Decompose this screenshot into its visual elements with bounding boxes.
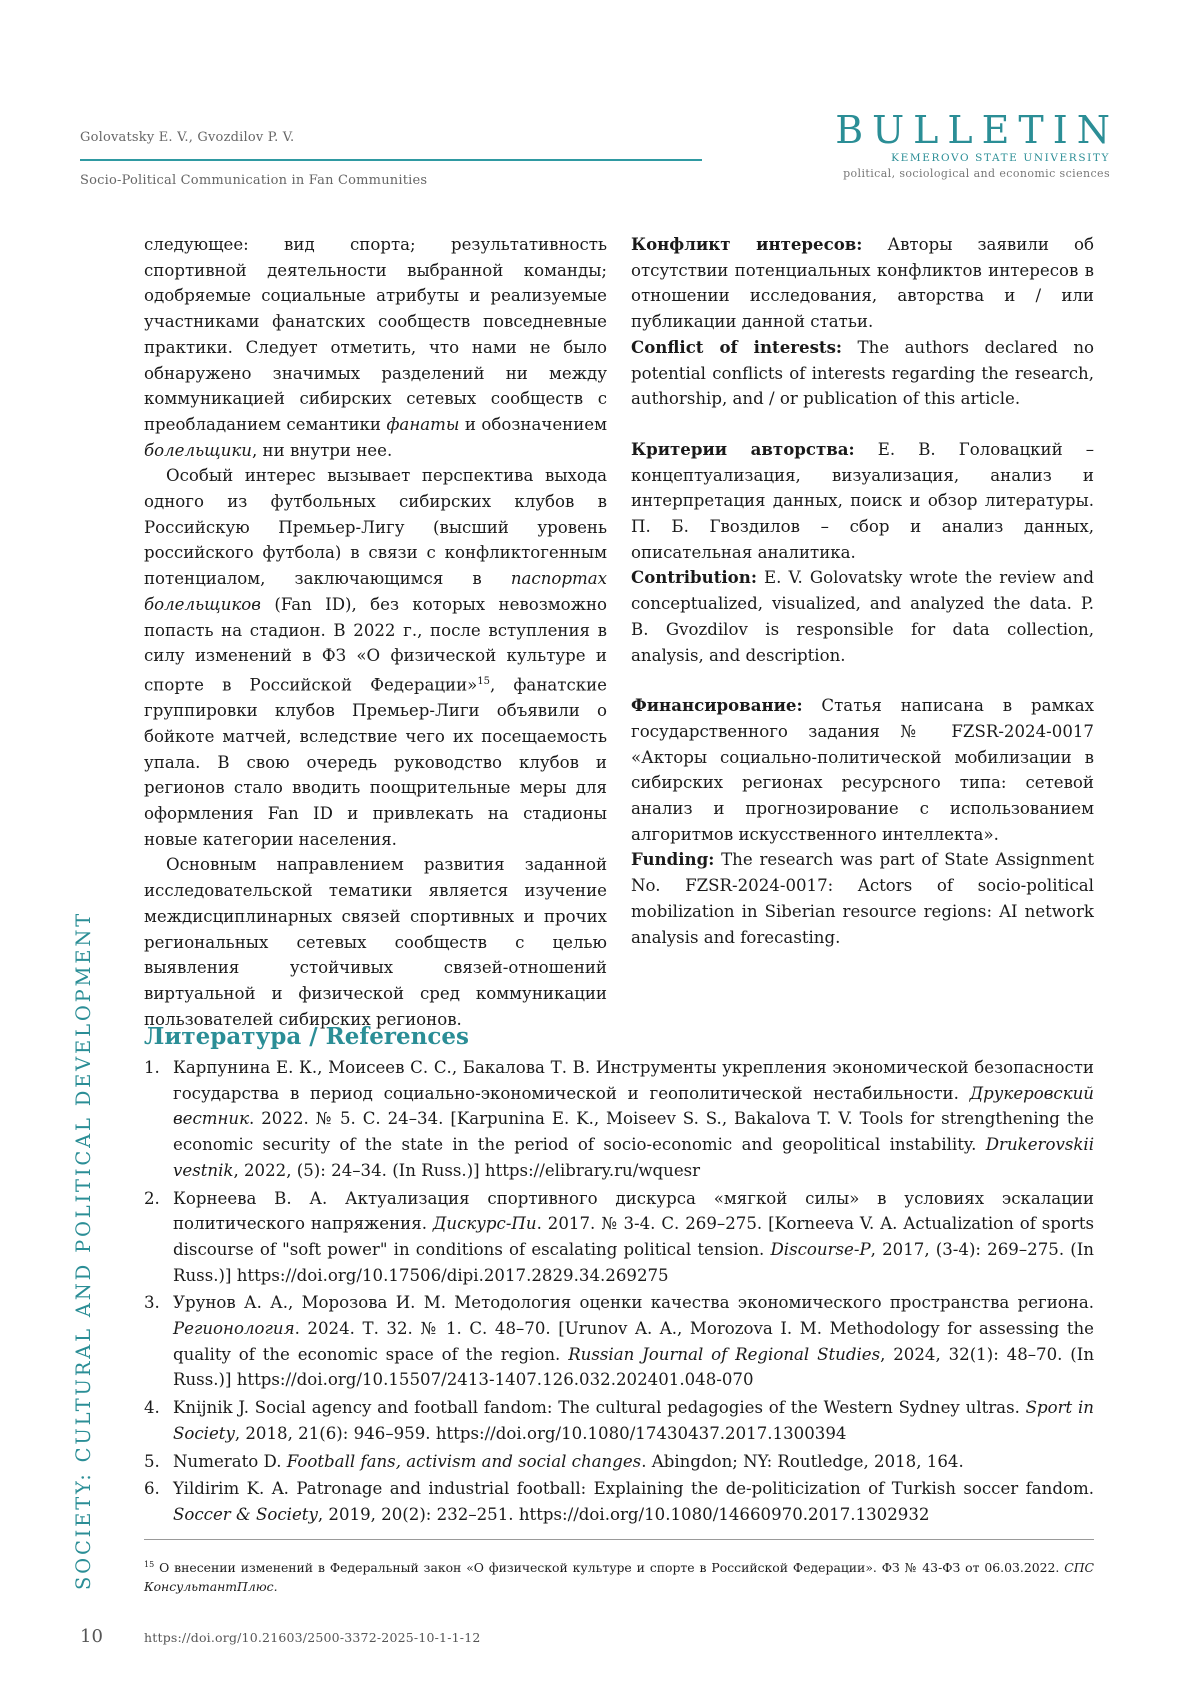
reference-text: , 2022, (5): 24–34. (In Russ.)] https://elibrary.ru/wquesr: [233, 1160, 701, 1180]
text-run: и обозначением: [459, 414, 607, 434]
footnote-source: СПС КонсультантПлюс.: [144, 1560, 1094, 1595]
reference-text: Knijnik J. Social agency and football fandom: The cultural pedagogies of the Western Sydney ultras.: [173, 1398, 1026, 1418]
statement-label: Funding:: [631, 849, 715, 870]
reference-text: . Abingdon; NY: Routledge, 2018, 164.: [641, 1451, 964, 1471]
text-run: Особый интерес вызывает перспектива выхода одного из футбольных сибирских клубов в Российскую Премьер-Лигу (высший уровень российского футбола) в связи с конфликтогенным потенциалом, заключающимся в: [144, 466, 607, 589]
reference-text: Numerato D.: [173, 1451, 287, 1471]
reference-source: Регионология: [173, 1319, 295, 1339]
reference-item: [144, 1186, 1094, 1289]
statement-label: Contribution:: [631, 567, 757, 588]
statement-label: Конфликт интересов:: [631, 234, 863, 254]
reference-source: Друкеровский вестник: [173, 1083, 1094, 1129]
contribution-statement-en: [631, 565, 1094, 668]
reference-text: Карпунина Е. К., Моисеев С. С., Бакалова Т. В. Инструменты укрепления экономической безопасности государства в период социально-экономической и геополитической нестабильности.: [173, 1058, 1094, 1103]
reference-item: [144, 1476, 1094, 1527]
journal-brand-university: KEMEROVO STATE UNIVERSITY: [891, 152, 1110, 164]
statement-text: The authors declared no potential conflicts of interests regarding the research, authorship, and / or publication of this article.: [631, 337, 1094, 409]
references-section: [144, 1023, 1094, 1528]
statement-label: Критерии авторства:: [631, 438, 855, 459]
spacer: [631, 668, 1094, 693]
body-column-left: [144, 232, 607, 1032]
reference-number: 2.: [144, 1188, 160, 1208]
italic-term: паспортах болельщиков: [144, 569, 607, 614]
running-header-authors: Golovatsky E. V., Gvozdilov P. V.: [80, 130, 295, 145]
reference-number: 4.: [144, 1398, 160, 1418]
conflict-statement-en: [631, 335, 1094, 412]
statement-text: The research was part of State Assignment No. FZSR-2024-0017: Actors of socio-political mobilization in Siberian resource regions: AI network analysis and forecasting.: [631, 850, 1094, 947]
contribution-statement-ru: [631, 437, 1094, 566]
references-heading: Литература / References: [144, 1023, 469, 1050]
reference-text: Урунов А. А., Морозова И. М. Методология оценки качества экономического пространства региона.: [173, 1293, 1094, 1313]
body-column-right: [631, 232, 1094, 950]
reference-text: , 2024, 32(1): 48–70. (In Russ.)] https://doi.org/10.15507/2413-1407.126.032.202401.048-070: [173, 1344, 1095, 1390]
italic-term: болельщики: [144, 440, 252, 460]
reference-number: 1.: [144, 1058, 160, 1077]
reference-source-en: Russian Journal of Regional Studies: [568, 1344, 881, 1364]
text-run: , ни внутри нее.: [252, 440, 393, 460]
reference-source: Soccer & Society: [173, 1504, 318, 1524]
reference-item: [144, 1290, 1094, 1393]
reference-text: . 2017. № 3-4. С. 269–275. [Korneeva V. A. Actualization of sports discourse of "soft power" in conditions of escalating political tension.: [173, 1214, 1095, 1259]
references-list: [144, 1055, 1094, 1528]
reference-item: [144, 1449, 1094, 1475]
reference-text: Yildirim K. A. Patronage and industrial football: Explaining the de-politicization of Turkish soccer fandom.: [173, 1479, 1094, 1499]
header-divider: [80, 159, 702, 161]
running-header: [80, 130, 702, 188]
reference-text: . 2024. Т. 32. № 1. С. 48–70. [Urunov A. A., Morozova I. M. Methodology for assessing the quality of the economic space of the region.: [173, 1319, 1094, 1364]
reference-source: Sport in Society: [173, 1398, 1094, 1443]
reference-source: Дискурс-Пи: [432, 1214, 537, 1234]
page-number: 10: [80, 1626, 103, 1647]
reference-source-en: Discourse-P: [770, 1239, 871, 1259]
reference-text: , 2017, (3-4): 269–275. (In Russ.)] https://doi.org/10.17506/dipi.2017.2829.34.269275: [173, 1239, 1094, 1285]
reference-text: . 2022. № 5. С. 24–34. [Karpunina E. K., Moiseev S. S., Bakalova T. V. Tools for strengthening the economic security of the state in the period of socio-economic and geopolitical instability.: [173, 1109, 1094, 1155]
doi-link[interactable]: https://doi.org/10.21603/2500-3372-2025-10-1-1-12: [144, 1630, 481, 1645]
footnote: [144, 1555, 1094, 1596]
reference-number: 3.: [144, 1293, 160, 1313]
funding-statement-ru: [631, 693, 1094, 847]
statement-text: Е. В. Головацкий – концептуализация, визуализация, анализ и интерпретация данных, поиск и обзор литературы. П. Б. Гвоздилов – сбор и анализ данных, описательная аналитика.: [631, 439, 1094, 562]
conflict-statement-ru: [631, 232, 1094, 335]
text-run: (Fan ID), без которых невозможно попасть на стадион. В 2022 г., после вступления в силу изменений в ФЗ «О физической культуре и спорте в Российской Федерации»: [144, 594, 607, 695]
funding-statement-en: [631, 847, 1094, 950]
paragraph: Основным направлением развития заданной исследовательской тематики является изучение междисциплинарных связей спортивных и прочих региональных сетевых сообществ с целью выявления устойчивых связей-отношений виртуальной и физической сред коммуникации пользователей сибирских регионов.: [144, 855, 607, 1029]
journal-brand-title: BULLETIN: [835, 108, 1119, 152]
paragraph: [144, 232, 607, 463]
reference-source-en: Drukerovskii vestnik: [173, 1135, 1094, 1180]
statement-text: Авторы заявили об отсутствии потенциальных конфликтов интересов в отношении исследования, авторства и / или публикации данной статьи.: [631, 235, 1094, 332]
footnote-divider: [144, 1539, 1094, 1540]
paragraph: [144, 463, 607, 852]
running-header-title: Socio-Political Communication in Fan Communities: [80, 173, 428, 188]
reference-item: [144, 1395, 1094, 1446]
statement-label: Conflict of interests:: [631, 336, 843, 357]
reference-text: Корнеева В. А. Актуализация спортивного дискурса «мягкой силы» в условиях эскалации политического напряжения.: [173, 1188, 1094, 1234]
reference-number: 6.: [144, 1479, 160, 1499]
italic-term: фанаты: [386, 414, 460, 434]
text-run: , фанатские группировки клубов Премьер-Лиги объявили о бойкоте матчей, вследствие чего их посещаемость упала. В свою очередь руководство клубов и регионов стало вводить поощрительные меры для оформления Fan ID и привлекать на стадионы новые категории населения.: [144, 675, 607, 849]
reference-source: Football fans, activism and social changes: [286, 1451, 642, 1471]
section-sidebar-label: SOCIETY: CULTURAL AND POLITICAL DEVELOPMENT: [72, 910, 95, 1590]
text-run: следующее: вид спорта; результативность спортивной деятельности выбранной команды; одобряемые социальные атрибуты и реализуемые участниками фанатских сообществ повседневные практики. Следует отметить, что нами не было обнаружено значимых разделений ни между коммуникацией сибирских сетевых сообществ с преобладанием семантики: [144, 235, 607, 434]
reference-number: 5.: [144, 1451, 160, 1471]
footnote-text: О внесении изменений в Федеральный закон «О физической культуре и спорте в Российской Федерации». ФЗ № 43-ФЗ от 06.03.2022.: [154, 1560, 1065, 1576]
statement-text: E. V. Golovatsky wrote the review and conceptualized, visualized, and analyzed the data. P. B. Gvozdilov is responsible for data collection, analysis, and description.: [631, 568, 1094, 665]
reference-text: , 2019, 20(2): 232–251. https://doi.org/10.1080/14660970.2017.1302932: [317, 1504, 930, 1524]
statement-label: Финансирование:: [631, 695, 803, 716]
footnote-reference[interactable]: 15: [477, 675, 491, 687]
journal-brand-subtitle: political, sociological and economic sciences: [843, 167, 1110, 180]
statement-text: Статья написана в рамках государственного задания № FZSR-2024-0017 «Акторы социально-политической мобилизации в сибирских регионах ресурсного типа: сетевой анализ и прогнозирование с использованием алгоритмов искусственного интеллекта».: [631, 696, 1094, 844]
spacer: [631, 412, 1094, 437]
reference-item: [144, 1055, 1094, 1184]
reference-text: , 2018, 21(6): 946–959. https://doi.org/10.1080/17430437.2017.1300394: [234, 1423, 847, 1443]
footnote-number: 15: [144, 1560, 155, 1569]
journal-brand: [835, 108, 1119, 180]
